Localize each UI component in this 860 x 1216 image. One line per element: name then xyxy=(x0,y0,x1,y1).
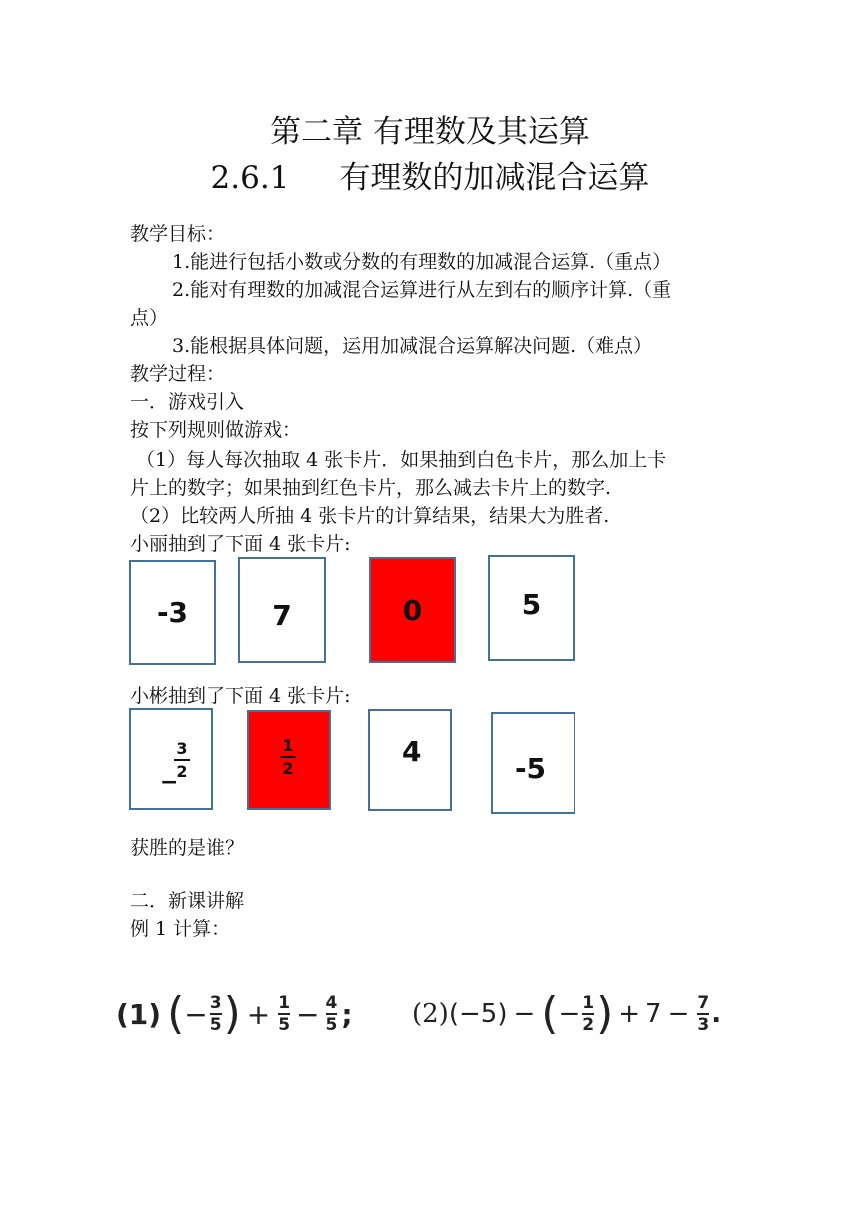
denominator: 5 xyxy=(325,1015,338,1035)
card-minus-sign: − xyxy=(160,770,179,795)
fraction xyxy=(582,994,594,1034)
numerator: 3 xyxy=(209,993,222,1013)
card-value: 0 xyxy=(402,593,423,627)
xiaoli-card-2 xyxy=(238,557,326,663)
fraction xyxy=(278,994,290,1034)
process-heading: 教学过程： xyxy=(130,363,226,385)
objective-1: 1.能进行包括小数或分数的有理数的加减混合运算.（重点） xyxy=(172,251,672,273)
card-fraction xyxy=(280,737,296,777)
denominator: 5 xyxy=(209,1015,222,1035)
objective-2: 2.能对有理数的加减混合运算进行从左到右的顺序计算.（重 xyxy=(172,279,672,301)
denominator: 2 xyxy=(582,1015,595,1035)
formula-2: (2) (−5) − ( − 1 2 ) + 7 − 7 3 . xyxy=(412,988,722,1039)
objectives-heading: 教学目标： xyxy=(130,223,226,245)
card-fraction xyxy=(174,740,190,780)
xiaobin-intro: 小彬抽到了下面 4 张卡片: xyxy=(130,685,351,707)
numerator: 1 xyxy=(582,993,595,1013)
card-value: 5 xyxy=(521,587,542,621)
rules-intro: 按下列规则做游戏： xyxy=(130,419,302,441)
card-value: 4 xyxy=(402,735,422,768)
section-number: 2.6.1 xyxy=(210,160,290,196)
fraction-numerator: 1 xyxy=(282,736,294,755)
numerator: 4 xyxy=(325,993,338,1013)
rule-1-line-2: 片上的数字；如果抽到红色卡片，那么减去卡片上的数字. xyxy=(130,477,612,499)
card-value: -3 xyxy=(156,596,189,629)
formula-2-term: (−5) xyxy=(448,999,508,1029)
formula-2-seven: 7 xyxy=(645,999,662,1029)
numerator: 1 xyxy=(278,993,291,1013)
formula-1: (1) ( − 3 5 ) + 1 5 − 4 5 ; xyxy=(116,988,353,1039)
question: 获胜的是谁？ xyxy=(130,837,245,859)
fraction-denominator: 2 xyxy=(282,758,294,778)
fraction-denominator: 2 xyxy=(176,761,188,781)
rule-2: （2）比较两人所抽 4 张卡片的计算结果，结果大为胜者. xyxy=(130,505,610,527)
part2-heading: 二．新课讲解 xyxy=(130,890,245,912)
chapter-title: 第二章 有理数及其运算 xyxy=(270,114,590,150)
card-value: -5 xyxy=(514,751,547,785)
objective-2-cont: 点） xyxy=(130,307,169,329)
xiaobin-card-4 xyxy=(491,712,575,814)
xiaoli-card-4 xyxy=(488,555,575,661)
xiaoli-intro: 小丽抽到了下面 4 张卡片: xyxy=(130,533,351,555)
xiaoli-card-1 xyxy=(129,560,216,665)
part1-heading: 一．游戏引入 xyxy=(130,391,245,413)
denominator: 5 xyxy=(278,1015,291,1035)
denominator: 3 xyxy=(697,1015,710,1035)
fraction xyxy=(210,994,222,1034)
formula-1-label: (1) xyxy=(116,997,162,1031)
section-title xyxy=(0,152,860,197)
fraction-numerator: 3 xyxy=(176,739,188,758)
rule-1-line-1: （1）每人每次抽取 4 张卡片．如果抽到白色卡片，那么加上卡 xyxy=(136,449,667,471)
numerator: 7 xyxy=(697,993,710,1013)
fraction xyxy=(326,994,338,1034)
section-name: 有理数的加减混合运算 xyxy=(339,160,650,196)
formula-2-label: (2) xyxy=(412,999,449,1029)
objective-3: 3.能根据具体问题，运用加减混合运算解决问题.（难点） xyxy=(172,335,653,357)
card-value: 7 xyxy=(272,598,292,632)
xiaoli-card-3-red xyxy=(369,557,456,663)
example-label: 例 1 计算： xyxy=(130,918,231,940)
fraction xyxy=(697,994,709,1034)
xiaobin-card-3 xyxy=(368,709,452,811)
